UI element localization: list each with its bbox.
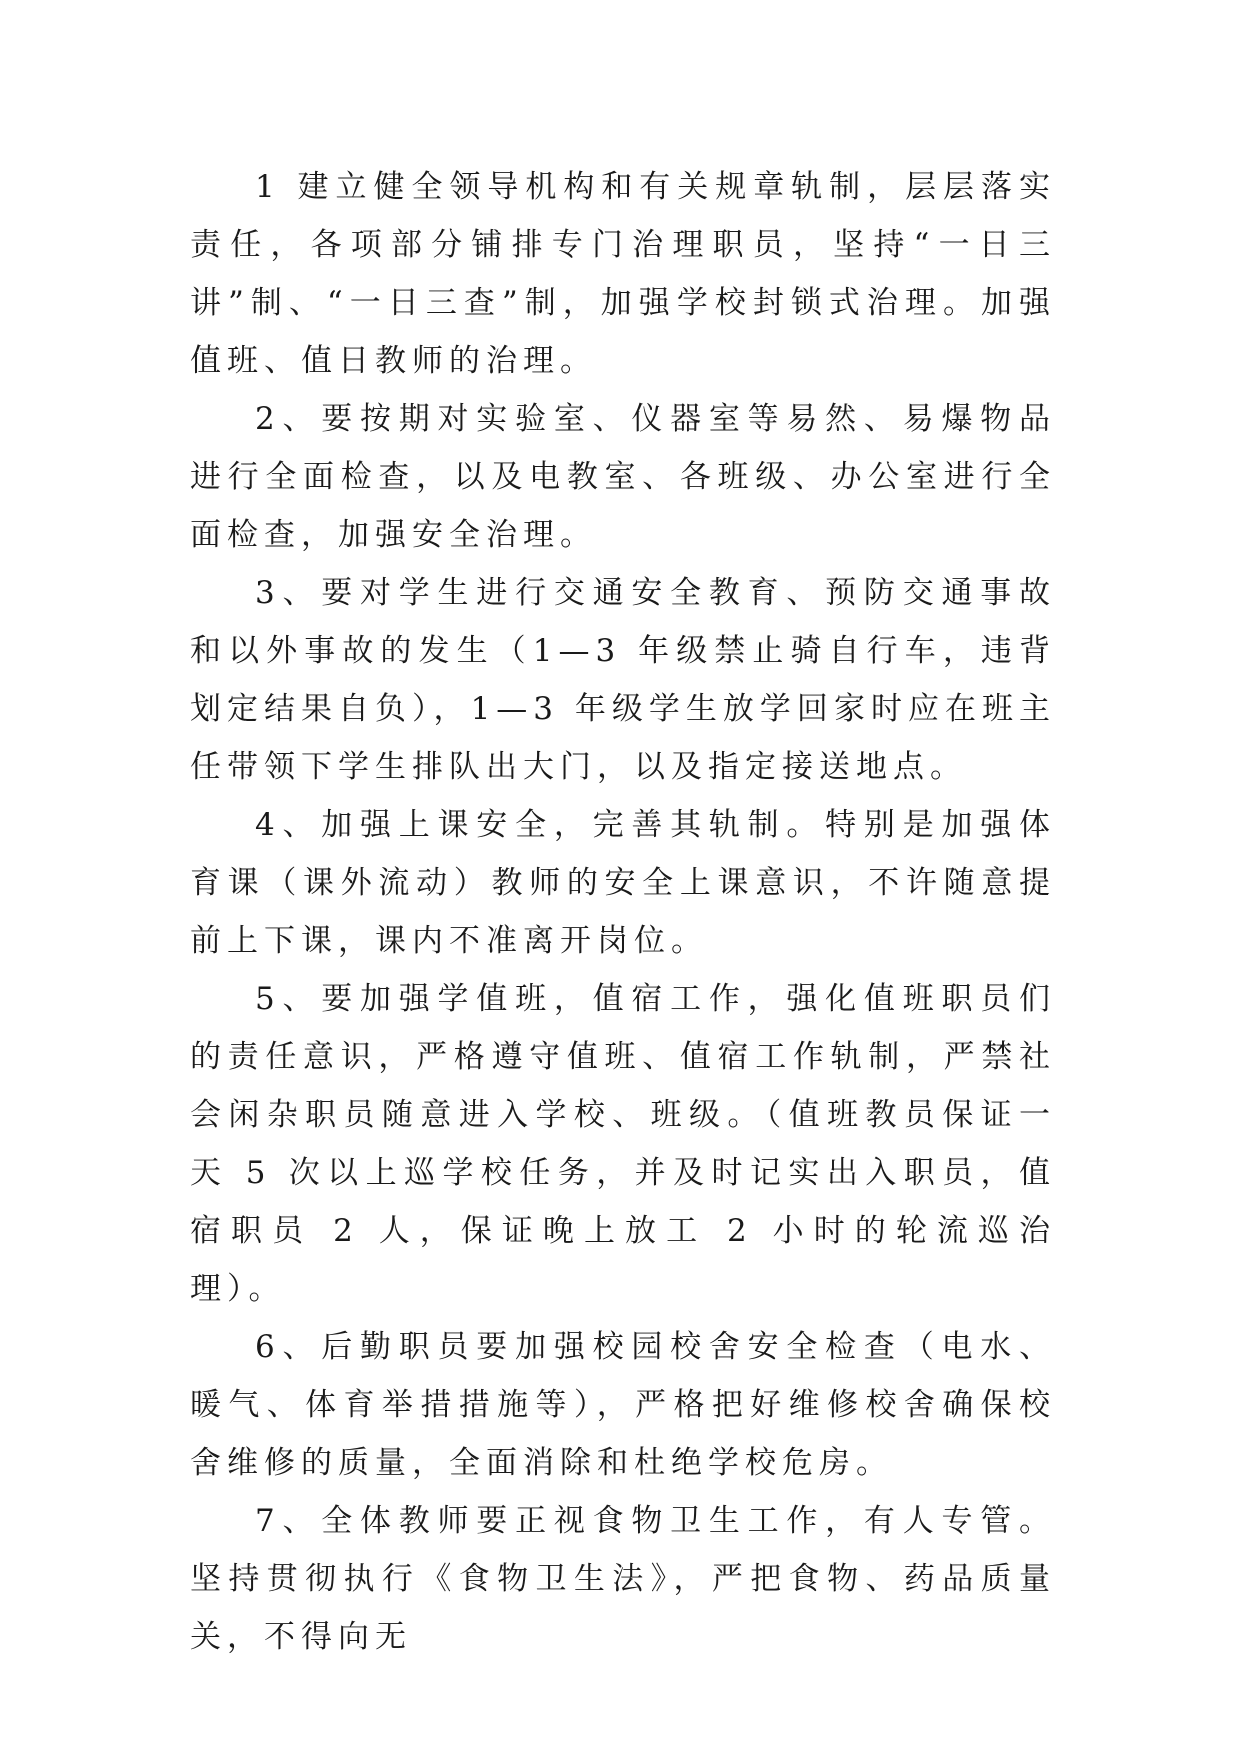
paragraph-1: 1 建立健全领导机构和有关规章轨制，层层落实责任，各项部分铺排专门治理职员，坚持“一日三讲”制、“一日三查”制，加强学校封锁式治理。加强值班、值日教师的治理。 [190,169,1056,379]
document-page [190,158,1056,1666]
paragraph-6: 6、后勤职员要加强校园校舍安全检查（电水、暖气、体育举措措施等），严格把好维修校舍确保校舍维修的质量，全面消除和杜绝学校危房。 [190,1329,1056,1481]
paragraph-3: 3、要对学生进行交通安全教育、预防交通事故和以外事故的发生（1—3 年级禁止骑自行车，违背划定结果自负），1—3 年级学生放学回家时应在班主任带领下学生排队出大门，以及指定接送地点。 [190,575,1056,785]
paragraph-5: 5、要加强学值班，值宿工作，强化值班职员们的责任意识，严格遵守值班、值宿工作轨制，严禁社会闲杂职员随意进入学校、班级。（值班教员保证一天 5 次以上巡学校任务，并及时记实出入职员，值宿职员 2 人，保证晚上放工 2 小时的轮流巡治理）。 [190,981,1056,1307]
paragraph-7: 7、全体教师要正视食物卫生工作，有人专管。坚持贯彻执行《食物卫生法》，严把食物、药品质量关，不得向无 [190,1503,1056,1655]
paragraph-4: 4、加强上课安全，完善其轨制。特别是加强体育课（课外流动）教师的安全上课意识，不许随意提前上下课，课内不准离开岗位。 [190,807,1056,959]
paragraph-2: 2、要按期对实验室、仪器室等易然、易爆物品进行全面检查，以及电教室、各班级、办公室进行全面检查，加强安全治理。 [190,401,1056,553]
